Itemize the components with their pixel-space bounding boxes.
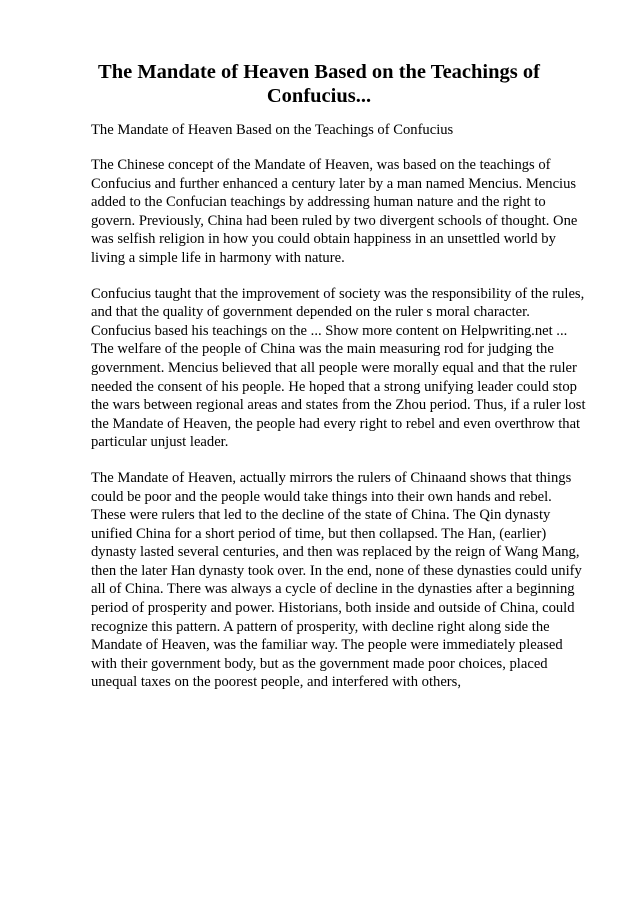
document-subtitle: The Mandate of Heaven Based on the Teachings of Confucius <box>91 122 454 138</box>
document-title: The Mandate of Heaven Based on the Teachings of Confucius... <box>98 61 540 107</box>
paragraph-2: Confucius taught that the improvement of society was the responsibility of the rules, and that the quality of government depended on the ruler s moral character. Confucius based his teachings on the ... Show more content on Helpwriting.net ... The welfare of the people of China was the main measuring rod for judging the government. Mencius believed that all people were morally equal and that the ruler needed the consent of his people. He hoped that a strong unifying leader could stop the wars between regional areas and states from the Zhou period. Thus, if a ruler lost the Mandate of Heaven, the people had every right to rebel and even overthrow that particular unjust leader. <box>91 285 586 451</box>
paragraph-1: The Chinese concept of the Mandate of Heaven, was based on the teachings of Confucius and further enhanced a century later by a man named Mencius. Mencius added to the Confucian teachings by addressing human nature and the right to govern. Previously, China had been ruled by two divergent schools of thought. One was selfish religion in how you could obtain happiness in an unsettled world by living a simple life in harmony with nature. <box>91 157 578 266</box>
paragraph-3: The Mandate of Heaven, actually mirrors the rulers of Chinaand shows that things could be poor and the people would take things into their own hands and rebel. These were rulers that led to the decline of the state of China. The Qin dynasty unified China for a short period of time, but then collapsed. The Han, (earlier) dynasty lasted several centuries, and then was replaced by the reign of Wang Mang, then the later Han dynasty took over. In the end, none of these dynasties could unify all of China. There was always a cycle of decline in the dynasties after a beginning period of prosperity and power. Historians, both inside and outside of China, could recognize this pattern. A pattern of prosperity, with decline right along side the Mandate of Heaven, was the familiar way. The people were immediately pleased with their government body, but as the government made poor choices, placed unequal taxes on the poorest people, and interfered with others, <box>91 469 582 691</box>
